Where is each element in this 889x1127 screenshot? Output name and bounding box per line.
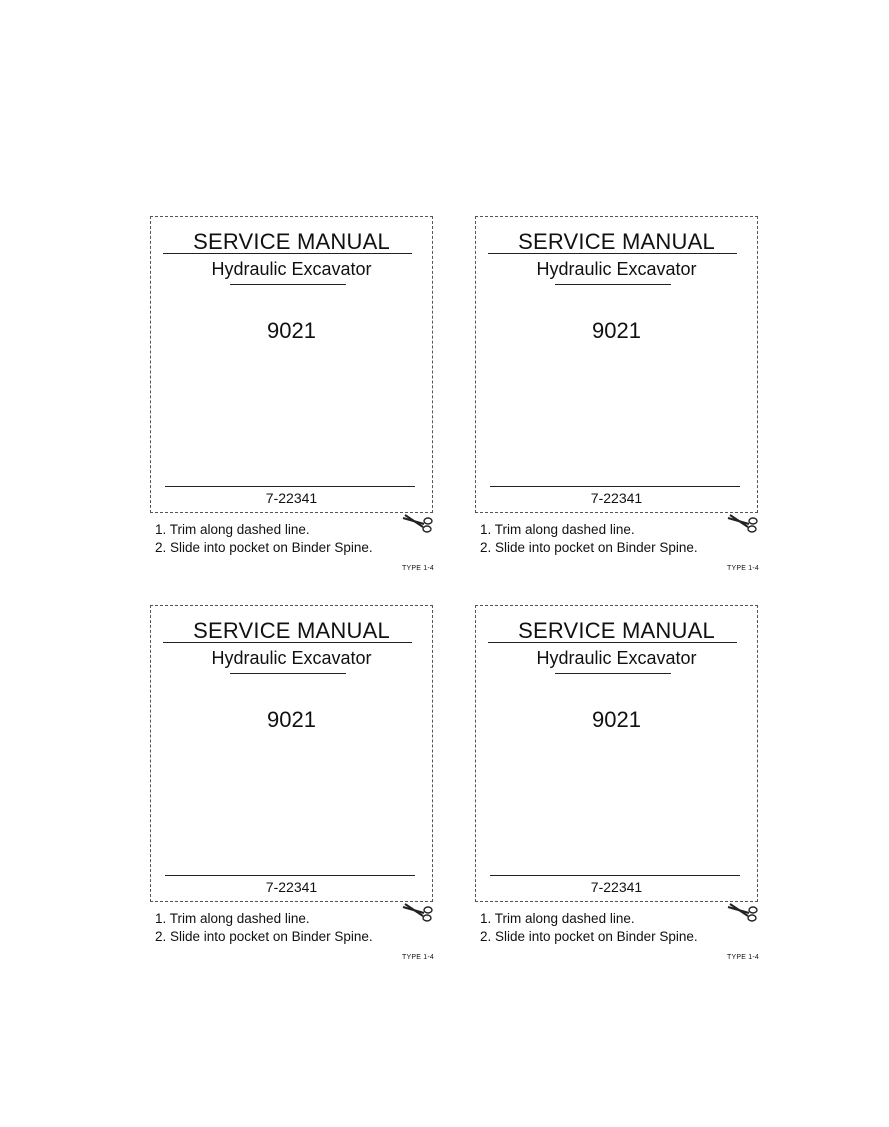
label-subtitle: Hydraulic Excavator: [536, 259, 697, 279]
spine-label-4: [475, 605, 765, 965]
spine-label-card: [475, 216, 758, 513]
label-title: SERVICE MANUAL: [193, 229, 390, 254]
spine-label-card: [150, 605, 433, 902]
scissors-icon: [727, 901, 761, 923]
title-underline: [488, 642, 737, 643]
model-number: 9021: [592, 707, 641, 732]
instruction-slide: 2. Slide into pocket on Binder Spine.: [155, 540, 373, 555]
type-code: TYPE 1-4: [402, 954, 434, 961]
part-number-rule: [165, 486, 415, 487]
label-title: SERVICE MANUAL: [518, 618, 715, 643]
label-subtitle: Hydraulic Excavator: [211, 259, 372, 279]
model-number: 9021: [592, 318, 641, 343]
part-number: 7-22341: [590, 490, 643, 506]
scissors-icon: [402, 512, 436, 534]
type-code: TYPE 1-4: [727, 954, 759, 961]
model-number: 9021: [267, 318, 316, 343]
scissors-icon: [402, 901, 436, 923]
model-number: 9021: [267, 707, 316, 732]
instruction-trim: 1. Trim along dashed line.: [155, 522, 310, 537]
title-underline: [163, 642, 412, 643]
label-subtitle: Hydraulic Excavator: [536, 648, 697, 668]
label-title: SERVICE MANUAL: [518, 229, 715, 254]
title-underline: [163, 253, 412, 254]
instruction-trim: 1. Trim along dashed line.: [480, 522, 635, 537]
part-number-rule: [490, 486, 740, 487]
instruction-slide: 2. Slide into pocket on Binder Spine.: [155, 929, 373, 944]
subtitle-underline: [230, 284, 346, 285]
subtitle-underline: [230, 673, 346, 674]
spine-label-2: [475, 216, 765, 576]
type-code: TYPE 1-4: [402, 565, 434, 572]
part-number: 7-22341: [590, 879, 643, 895]
part-number-rule: [490, 875, 740, 876]
instruction-trim: 1. Trim along dashed line.: [155, 911, 310, 926]
scissors-icon: [727, 512, 761, 534]
label-title: SERVICE MANUAL: [193, 618, 390, 643]
instruction-slide: 2. Slide into pocket on Binder Spine.: [480, 929, 698, 944]
instruction-slide: 2. Slide into pocket on Binder Spine.: [480, 540, 698, 555]
part-number-rule: [165, 875, 415, 876]
title-underline: [488, 253, 737, 254]
spine-label-card: [150, 216, 433, 513]
spine-label-3: [150, 605, 440, 965]
type-code: TYPE 1-4: [727, 565, 759, 572]
spine-label-1: [150, 216, 440, 576]
subtitle-underline: [555, 284, 671, 285]
part-number: 7-22341: [265, 879, 318, 895]
part-number: 7-22341: [265, 490, 318, 506]
spine-label-card: [475, 605, 758, 902]
subtitle-underline: [555, 673, 671, 674]
instruction-trim: 1. Trim along dashed line.: [480, 911, 635, 926]
label-subtitle: Hydraulic Excavator: [211, 648, 372, 668]
